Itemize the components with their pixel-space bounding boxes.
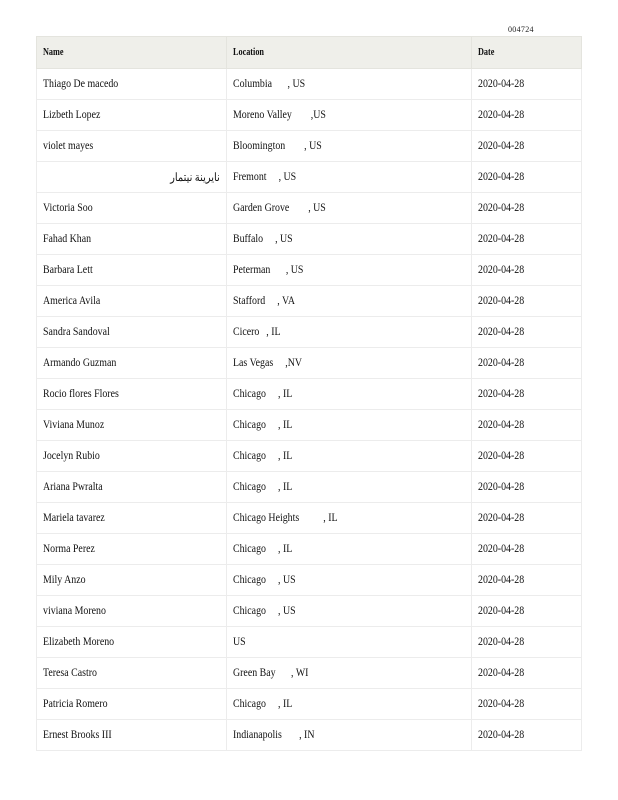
table-row <box>37 720 582 751</box>
location-city: Chicago Heights <box>233 512 300 524</box>
cell-location <box>227 596 472 627</box>
cell-location <box>227 224 472 255</box>
location-region: , VA <box>277 295 296 307</box>
location-region: , IL <box>278 543 293 555</box>
cell-name: Viviana Munoz <box>37 410 227 441</box>
location-city: Moreno Valley <box>233 109 292 121</box>
cell-date: 2020-04-28 <box>472 627 582 658</box>
location-region: , US <box>278 574 296 586</box>
location-city: Green Bay <box>233 667 276 679</box>
location-city: Buffalo <box>233 233 264 245</box>
cell-name: Patricia Romero <box>37 689 227 720</box>
cell-date: 2020-04-28 <box>472 658 582 689</box>
table-row <box>37 441 582 472</box>
cell-location <box>227 503 472 534</box>
table-row <box>37 658 582 689</box>
location-region: , US <box>285 264 304 276</box>
cell-location <box>227 317 472 348</box>
location-city: Chicago <box>233 574 266 586</box>
cell-location <box>227 627 472 658</box>
location-region: , IL <box>278 419 293 431</box>
location-region: , US <box>275 233 293 245</box>
location-region: , US <box>308 202 326 214</box>
location-city: Peterman <box>233 264 271 276</box>
cell-date: 2020-04-28 <box>472 69 582 100</box>
location-city: Cicero <box>233 326 260 338</box>
table-row <box>37 286 582 317</box>
table-row <box>37 317 582 348</box>
location-city: Columbia <box>233 78 273 90</box>
cell-date: 2020-04-28 <box>472 224 582 255</box>
location-city: US <box>233 636 246 648</box>
cell-location <box>227 131 472 162</box>
location-region: , US <box>287 78 306 90</box>
table-row <box>37 472 582 503</box>
cell-location <box>227 472 472 503</box>
location-city: Chicago <box>233 698 266 710</box>
location-city: Bloomington <box>233 140 286 152</box>
cell-date: 2020-04-28 <box>472 286 582 317</box>
cell-name: viviana Moreno <box>37 596 227 627</box>
location-region: , US <box>278 171 297 183</box>
cell-name: Barbara Lett <box>37 255 227 286</box>
location-region: , IL <box>278 388 293 400</box>
cell-name: Mily Anzo <box>37 565 227 596</box>
column-header-name: Name <box>37 37 227 69</box>
cell-name: Ariana Pwralta <box>37 472 227 503</box>
location-city: Chicago <box>233 543 266 555</box>
cell-name: Mariela tavarez <box>37 503 227 534</box>
location-region: , IL <box>278 481 293 493</box>
cell-name: Fahad Khan <box>37 224 227 255</box>
location-region: , US <box>304 140 322 152</box>
cell-date: 2020-04-28 <box>472 472 582 503</box>
location-city: Chicago <box>233 481 266 493</box>
table-row <box>37 348 582 379</box>
table-row <box>37 193 582 224</box>
cell-location <box>227 193 472 224</box>
cell-name: Armando Guzman <box>37 348 227 379</box>
location-region: , US <box>278 605 296 617</box>
cell-date: 2020-04-28 <box>472 193 582 224</box>
table-row <box>37 379 582 410</box>
location-city: Chicago <box>233 388 266 400</box>
cell-date: 2020-04-28 <box>472 441 582 472</box>
table-row <box>37 255 582 286</box>
cell-location <box>227 69 472 100</box>
location-region: , IL <box>278 698 293 710</box>
column-header-date: Date <box>472 37 582 69</box>
cell-name: Norma Perez <box>37 534 227 565</box>
cell-name: Rocio flores Flores <box>37 379 227 410</box>
location-region: , IL <box>323 512 338 524</box>
document-id: 004724 <box>508 25 534 34</box>
cell-location <box>227 720 472 751</box>
signatures-table <box>36 36 582 751</box>
column-header-location: Location <box>227 37 472 69</box>
table-row <box>37 69 582 100</box>
location-city: Chicago <box>233 419 266 431</box>
table-row <box>37 596 582 627</box>
location-region: ,NV <box>285 357 303 369</box>
cell-date: 2020-04-28 <box>472 720 582 751</box>
cell-location <box>227 441 472 472</box>
cell-location <box>227 348 472 379</box>
cell-location <box>227 255 472 286</box>
cell-location <box>227 162 472 193</box>
location-region: , WI <box>291 667 309 679</box>
cell-location <box>227 689 472 720</box>
cell-date: 2020-04-28 <box>472 317 582 348</box>
cell-date: 2020-04-28 <box>472 131 582 162</box>
table-row <box>37 565 582 596</box>
table-row <box>37 689 582 720</box>
cell-name: Teresa Castro <box>37 658 227 689</box>
location-city: Fremont <box>233 171 267 183</box>
cell-name: Lizbeth Lopez <box>37 100 227 131</box>
cell-date: 2020-04-28 <box>472 255 582 286</box>
cell-location <box>227 565 472 596</box>
cell-location <box>227 410 472 441</box>
cell-name: America Avila <box>37 286 227 317</box>
location-city: Chicago <box>233 605 266 617</box>
table-row <box>37 100 582 131</box>
cell-date: 2020-04-28 <box>472 410 582 441</box>
cell-name: Thiago De macedo <box>37 69 227 100</box>
location-city: Garden Grove <box>233 202 290 214</box>
table-row <box>37 410 582 441</box>
table-row <box>37 162 582 193</box>
cell-date: 2020-04-28 <box>472 565 582 596</box>
location-city: Stafford <box>233 295 266 307</box>
location-region: ,US <box>310 109 326 121</box>
cell-date: 2020-04-28 <box>472 596 582 627</box>
cell-date: 2020-04-28 <box>472 503 582 534</box>
cell-location <box>227 379 472 410</box>
cell-name: Victoria Soo <box>37 193 227 224</box>
table-header-row <box>37 37 582 69</box>
location-city: Las Vegas <box>233 357 274 369</box>
location-region: , IN <box>299 729 315 741</box>
location-region: , IL <box>278 450 293 462</box>
cell-location <box>227 534 472 565</box>
cell-name: Ernest Brooks III <box>37 720 227 751</box>
table-row <box>37 534 582 565</box>
cell-location <box>227 100 472 131</box>
cell-date: 2020-04-28 <box>472 534 582 565</box>
cell-name: Sandra Sandoval <box>37 317 227 348</box>
table-row <box>37 224 582 255</box>
location-city: Chicago <box>233 450 266 462</box>
location-region: , IL <box>266 326 281 338</box>
cell-date: 2020-04-28 <box>472 100 582 131</box>
cell-name: نايرينة نيتمار <box>37 162 227 193</box>
cell-name: Jocelyn Rubio <box>37 441 227 472</box>
cell-date: 2020-04-28 <box>472 689 582 720</box>
cell-location <box>227 658 472 689</box>
table-row <box>37 131 582 162</box>
cell-name: violet mayes <box>37 131 227 162</box>
cell-date: 2020-04-28 <box>472 348 582 379</box>
cell-date: 2020-04-28 <box>472 379 582 410</box>
table-row <box>37 627 582 658</box>
cell-date: 2020-04-28 <box>472 162 582 193</box>
cell-name: Elizabeth Moreno <box>37 627 227 658</box>
location-city: Indianapolis <box>233 729 282 741</box>
cell-location <box>227 286 472 317</box>
table-row <box>37 503 582 534</box>
